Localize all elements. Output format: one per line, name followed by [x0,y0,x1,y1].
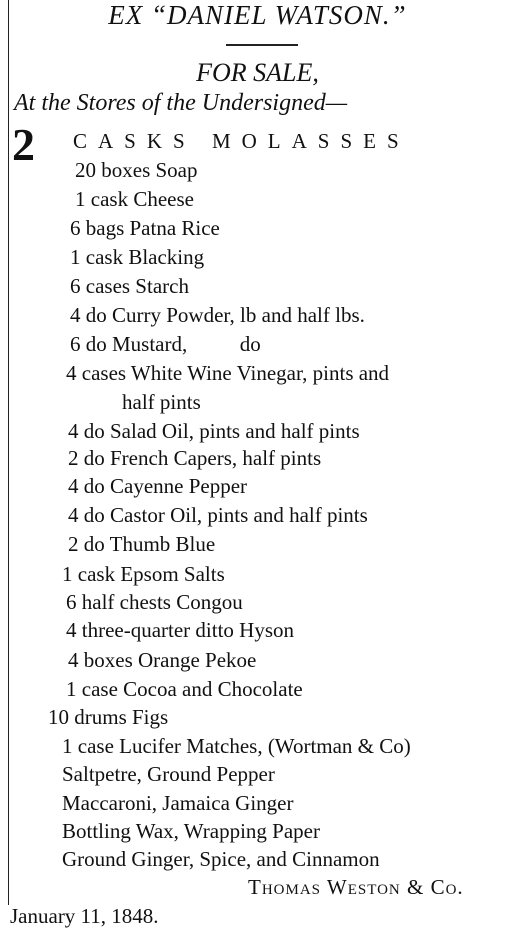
list-item: 20 boxes Soap [75,158,198,182]
for-sale-heading: FOR SALE, [196,58,319,87]
list-item: 4 cases White Wine Vinegar, pints and [66,361,390,385]
list-item: 4 do Castor Oil, pints and half pints [68,503,368,527]
list-item: 4 do Curry Powder, lb and half lbs. [70,303,365,327]
list-item: 10 drums Figs [48,705,169,729]
stores-line: At the Stores of the Undersigned— [14,90,348,116]
list-item: 4 do Cayenne Pepper [68,474,248,498]
list-item: 4 three-quarter ditto Hyson [66,618,295,642]
title-divider [226,44,298,46]
list-item: 6 half chests Congou [66,590,243,614]
date-line: January 11, 1848. [10,904,159,928]
list-item: 2 do French Capers, half pints [68,446,322,470]
list-item: Bottling Wax, Wrapping Paper [62,819,320,843]
list-item: 6 cases Starch [70,274,189,298]
list-item: 6 bags Patna Rice [70,216,220,240]
ship-title: EX “DANIEL WATSON.” [108,0,407,30]
list-item: 1 case Cocoa and Chocolate [66,677,303,701]
left-column-rule [8,0,9,905]
lead-numeral: 2 [12,119,35,170]
merchant-signature: Thomas Weston & Co. [248,875,464,899]
list-item: 1 cask Epsom Salts [62,562,225,586]
lead-item: CASKS MOLASSES [73,129,410,153]
list-item: 1 cask Blacking [70,245,205,269]
list-item: Saltpetre, Ground Pepper [62,762,275,786]
list-item: 4 do Salad Oil, pints and half pints [68,419,360,443]
list-item-continuation: half pints [122,390,201,414]
list-item: Ground Ginger, Spice, and Cinnamon [62,847,380,871]
list-item: Maccaroni, Jamaica Ginger [62,791,294,815]
list-item: 1 case Lucifer Matches, (Wortman & Co) [62,734,411,758]
list-item: 6 do Mustard, do [70,332,261,356]
list-item: 1 cask Cheese [75,187,194,211]
list-item: 4 boxes Orange Pekoe [68,648,257,672]
list-item: 2 do Thumb Blue [68,532,216,556]
